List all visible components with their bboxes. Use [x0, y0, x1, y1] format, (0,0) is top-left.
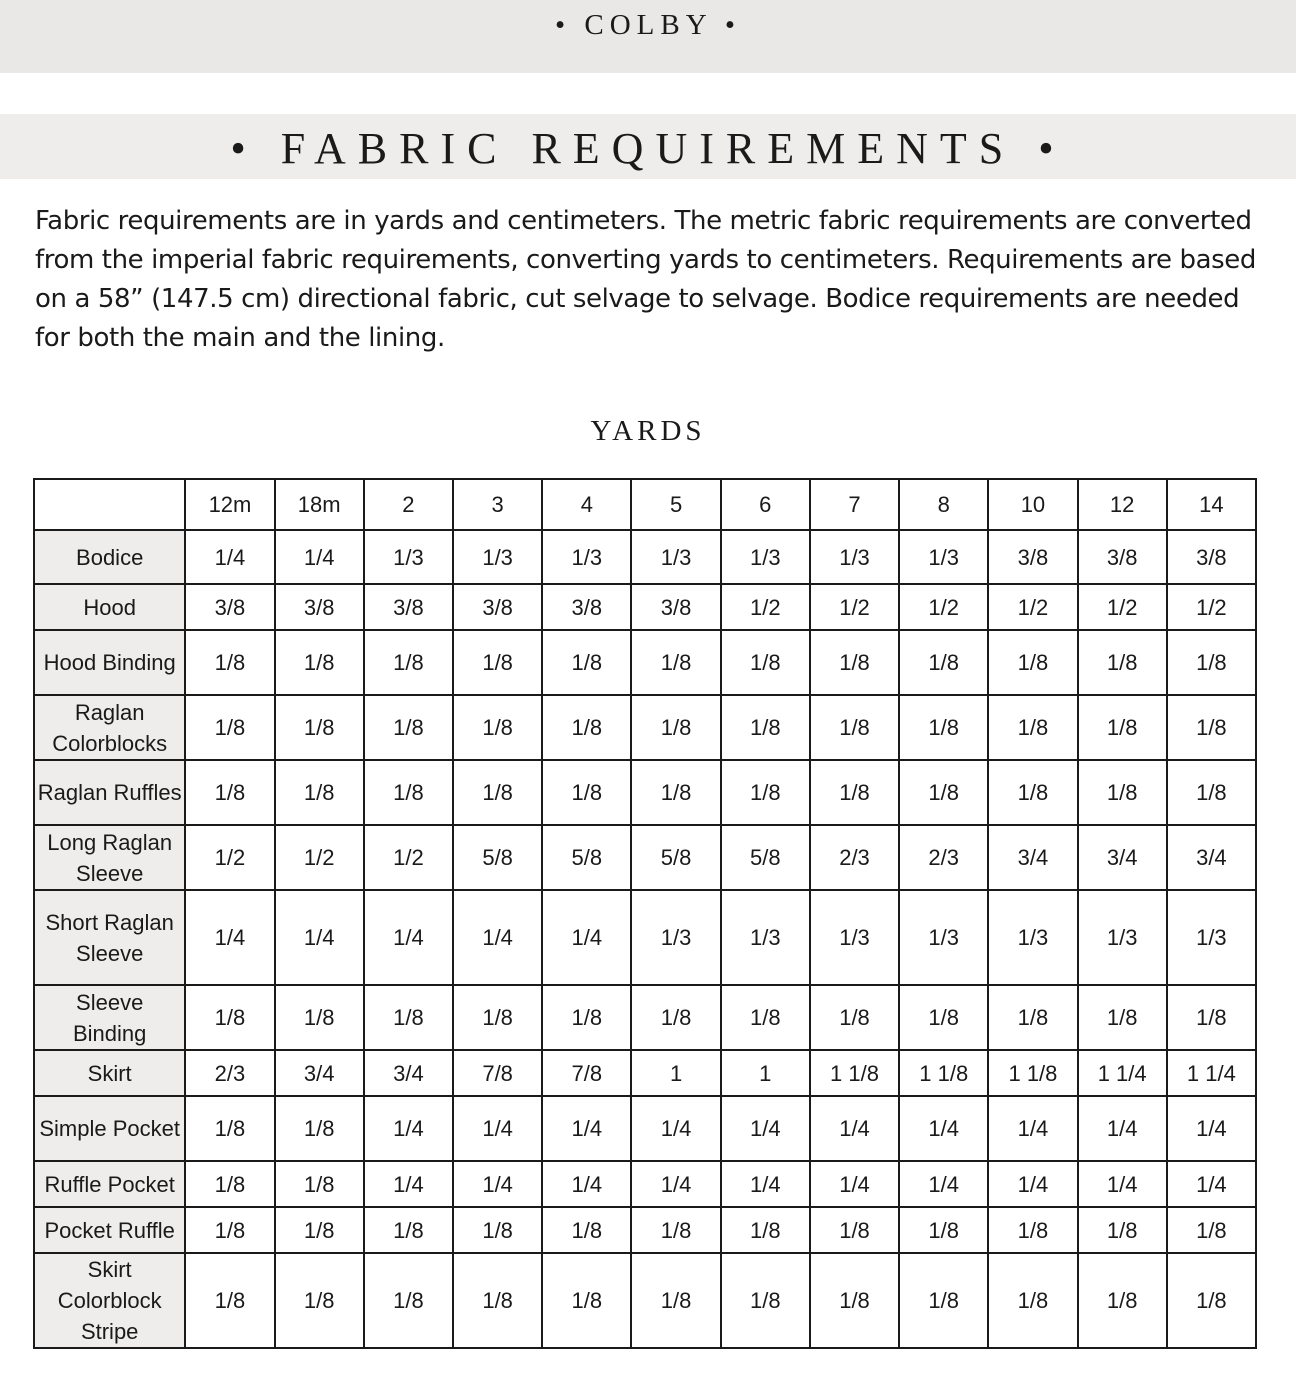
table-cell: 5/8 [631, 825, 720, 890]
table-cell: 1/8 [721, 985, 810, 1050]
table-cell: 3/8 [275, 584, 364, 630]
table-cell: 1/4 [275, 890, 364, 985]
header-band [0, 0, 1296, 73]
table-cell: 1/8 [1167, 760, 1256, 825]
table-cell: 1/4 [1167, 1161, 1256, 1207]
table-cell: 2/3 [899, 825, 988, 890]
table-row [34, 890, 1256, 985]
size-header: 5 [631, 479, 720, 530]
table-cell: 3/4 [275, 1050, 364, 1096]
row-label: Hood Binding [34, 630, 185, 695]
size-header: 6 [721, 479, 810, 530]
table-cell: 1/4 [453, 890, 542, 985]
table-cell: 1/2 [364, 825, 453, 890]
row-label: Skirt Colorblock Stripe [34, 1253, 185, 1348]
table-cell: 1/3 [631, 530, 720, 584]
table-cell: 1/8 [810, 695, 899, 760]
table-cell: 1/8 [631, 1253, 720, 1348]
row-label: Short Raglan Sleeve [34, 890, 185, 985]
table-row [34, 760, 1256, 825]
table-row [34, 1096, 1256, 1161]
table-cell: 1/8 [1167, 1207, 1256, 1253]
table-cell: 1/4 [631, 1161, 720, 1207]
table-cell: 1/8 [988, 760, 1077, 825]
table-cell: 1/4 [721, 1161, 810, 1207]
table-cell: 1/8 [899, 760, 988, 825]
table-cell: 1/8 [453, 1253, 542, 1348]
table-cell: 2/3 [185, 1050, 274, 1096]
table-cell: 1/8 [542, 760, 631, 825]
size-header-row [34, 479, 1256, 530]
table-cell: 1/8 [1167, 985, 1256, 1050]
table-cell: 1/3 [453, 530, 542, 584]
table-cell: 1/2 [1167, 584, 1256, 630]
table-cell: 1/8 [810, 630, 899, 695]
table-cell: 1/8 [721, 1253, 810, 1348]
table-cell: 1/8 [275, 1161, 364, 1207]
table-cell: 1/8 [1167, 630, 1256, 695]
table-cell: 1/8 [542, 630, 631, 695]
table-cell: 1/3 [810, 890, 899, 985]
table-cell: 1/8 [631, 1207, 720, 1253]
table-cell: 3/8 [364, 584, 453, 630]
table-cell: 1/3 [1078, 890, 1167, 985]
table-cell: 1/8 [1167, 695, 1256, 760]
table-cell: 1/8 [899, 1207, 988, 1253]
row-label: Long Raglan Sleeve [34, 825, 185, 890]
table-cell: 1/4 [453, 1161, 542, 1207]
table-cell: 1/8 [721, 695, 810, 760]
size-header: 7 [810, 479, 899, 530]
corner-cell [34, 479, 185, 530]
table-cell: 1/8 [364, 1207, 453, 1253]
table-cell: 1/4 [810, 1161, 899, 1207]
table-cell: 3/8 [453, 584, 542, 630]
table-cell: 1/8 [1078, 1207, 1167, 1253]
table-cell: 1/2 [1078, 584, 1167, 630]
table-cell: 1/8 [988, 1207, 1077, 1253]
table-cell: 1/8 [275, 1207, 364, 1253]
table-cell: 1/8 [1078, 695, 1167, 760]
page-title: • FABRIC REQUIREMENTS • [230, 124, 1066, 173]
table-cell: 1/4 [542, 1161, 631, 1207]
table-cell: 3/4 [988, 825, 1077, 890]
table-title: YARDS [590, 415, 706, 447]
table-cell: 1/8 [1078, 630, 1167, 695]
table-cell: 1/3 [899, 530, 988, 584]
table-cell: 1/4 [185, 890, 274, 985]
row-label: Raglan Colorblocks [34, 695, 185, 760]
size-header: 18m [275, 479, 364, 530]
table-row [34, 695, 1256, 760]
table-cell: 1/8 [185, 760, 274, 825]
table-cell: 1/3 [721, 890, 810, 985]
table-cell: 1/8 [810, 985, 899, 1050]
row-label: Skirt [34, 1050, 185, 1096]
table-cell: 1/4 [364, 1096, 453, 1161]
table-row [34, 1207, 1256, 1253]
table-cell: 1/8 [631, 630, 720, 695]
table-cell: 1/8 [899, 695, 988, 760]
table-row [34, 1161, 1256, 1207]
table-cell: 1/4 [1167, 1096, 1256, 1161]
row-label: Raglan Ruffles [34, 760, 185, 825]
table-cell: 1 1/4 [1167, 1050, 1256, 1096]
table-cell: 1/8 [1078, 760, 1167, 825]
table-cell: 1/8 [988, 695, 1077, 760]
table-cell: 1/8 [721, 1207, 810, 1253]
table-cell: 1/8 [453, 630, 542, 695]
table-cell: 1/8 [275, 1253, 364, 1348]
table-row [34, 1253, 1256, 1348]
table-cell: 1/8 [185, 1253, 274, 1348]
table-cell: 1/4 [453, 1096, 542, 1161]
table-cell: 1/3 [364, 530, 453, 584]
table-cell: 1/8 [275, 630, 364, 695]
table-cell: 1/4 [631, 1096, 720, 1161]
table-cell: 5/8 [542, 825, 631, 890]
table-cell: 1/3 [810, 530, 899, 584]
table-body [34, 530, 1256, 1348]
size-header: 8 [899, 479, 988, 530]
table-cell: 1/8 [631, 760, 720, 825]
size-header: 10 [988, 479, 1077, 530]
table-cell: 1/8 [185, 1096, 274, 1161]
table-cell: 1/8 [810, 760, 899, 825]
table-cell: 1/8 [542, 1207, 631, 1253]
table-cell: 1/4 [810, 1096, 899, 1161]
table-cell: 1/8 [721, 630, 810, 695]
table-cell: 1 [631, 1050, 720, 1096]
table-cell: 3/8 [185, 584, 274, 630]
table-cell: 1/8 [631, 985, 720, 1050]
table-cell: 1/2 [810, 584, 899, 630]
table-cell: 1/8 [275, 1096, 364, 1161]
table-cell: 1/3 [631, 890, 720, 985]
table-cell: 1/3 [721, 530, 810, 584]
brand-title: • COLBY • [554, 9, 741, 41]
table-cell: 1/8 [1078, 985, 1167, 1050]
table-cell: 1 1/4 [1078, 1050, 1167, 1096]
table-cell: 1/8 [275, 760, 364, 825]
table-cell: 5/8 [721, 825, 810, 890]
size-header: 2 [364, 479, 453, 530]
table-cell: 1/8 [899, 1253, 988, 1348]
row-label: Ruffle Pocket [34, 1161, 185, 1207]
table-cell: 1/4 [988, 1161, 1077, 1207]
table-cell: 1/4 [364, 1161, 453, 1207]
fabric-requirements-table [33, 478, 1257, 1349]
table-row [34, 584, 1256, 630]
table-cell: 1/3 [988, 890, 1077, 985]
table-cell: 1/2 [899, 584, 988, 630]
table-cell: 1/8 [185, 1207, 274, 1253]
table-cell: 1/8 [988, 630, 1077, 695]
row-label: Bodice [34, 530, 185, 584]
table-cell: 1/2 [275, 825, 364, 890]
size-header: 3 [453, 479, 542, 530]
intro-paragraph: Fabric requirements are in yards and centimeters. The metric fabric requirements are converted from the imperial fabric requirements, converting yards to centimeters. Requirements are based on a 58” (147.5 cm) directional fabric, cut selvage to selvage. Bodice requirements are needed for both the main and the lining. [35, 206, 1256, 353]
table-cell: 3/4 [1078, 825, 1167, 890]
table-cell: 1/4 [721, 1096, 810, 1161]
table-cell: 1/8 [453, 1207, 542, 1253]
table-cell: 1/8 [899, 985, 988, 1050]
table-cell: 3/8 [1078, 530, 1167, 584]
table-cell: 3/8 [542, 584, 631, 630]
table-cell: 1/8 [542, 985, 631, 1050]
size-header: 12m [185, 479, 274, 530]
table-cell: 1/8 [988, 1253, 1077, 1348]
table-cell: 1/8 [364, 760, 453, 825]
table-cell: 1/3 [899, 890, 988, 985]
size-header: 4 [542, 479, 631, 530]
table-cell: 1/8 [631, 695, 720, 760]
table-cell: 1/8 [899, 630, 988, 695]
table-cell: 7/8 [542, 1050, 631, 1096]
table-cell: 1/8 [1167, 1253, 1256, 1348]
table-cell: 5/8 [453, 825, 542, 890]
table-cell: 1/8 [364, 695, 453, 760]
table-cell: 1/4 [988, 1096, 1077, 1161]
row-label: Pocket Ruffle [34, 1207, 185, 1253]
table-cell: 1/4 [275, 530, 364, 584]
table-cell: 1/2 [988, 584, 1077, 630]
table-cell: 1/8 [1078, 1253, 1167, 1348]
table-row [34, 530, 1256, 584]
table-cell: 1/8 [364, 985, 453, 1050]
table-cell: 1/8 [364, 630, 453, 695]
table-cell: 1 1/8 [810, 1050, 899, 1096]
table-cell: 1 1/8 [988, 1050, 1077, 1096]
table-row [34, 985, 1256, 1050]
table-cell: 1/8 [275, 985, 364, 1050]
table-cell: 1/8 [721, 760, 810, 825]
size-header: 12 [1078, 479, 1167, 530]
table-cell: 1/4 [1078, 1096, 1167, 1161]
size-header: 14 [1167, 479, 1256, 530]
table-cell: 1/8 [810, 1207, 899, 1253]
row-label: Sleeve Binding [34, 985, 185, 1050]
table-cell: 1/8 [185, 630, 274, 695]
table-cell: 1/8 [810, 1253, 899, 1348]
table-cell: 1/8 [988, 985, 1077, 1050]
table-cell: 3/8 [1167, 530, 1256, 584]
table-cell: 1/4 [1078, 1161, 1167, 1207]
table-cell: 3/4 [1167, 825, 1256, 890]
table-cell: 1/4 [542, 1096, 631, 1161]
table-cell: 1/8 [275, 695, 364, 760]
table-cell: 3/8 [988, 530, 1077, 584]
table-cell: 1/4 [364, 890, 453, 985]
table-cell: 1 1/8 [899, 1050, 988, 1096]
section-title-band [0, 114, 1296, 179]
table-cell: 1/4 [899, 1096, 988, 1161]
table-cell: 1/8 [185, 695, 274, 760]
table-cell: 3/4 [364, 1050, 453, 1096]
table-cell: 1/8 [185, 1161, 274, 1207]
table-cell: 1/2 [185, 825, 274, 890]
table-cell: 1/8 [542, 1253, 631, 1348]
table-cell: 1/8 [542, 695, 631, 760]
row-label: Simple Pocket [34, 1096, 185, 1161]
table-cell: 1/4 [185, 530, 274, 584]
table-cell: 1 [721, 1050, 810, 1096]
table-cell: 1/3 [542, 530, 631, 584]
table-cell: 1/4 [899, 1161, 988, 1207]
table-cell: 1/2 [721, 584, 810, 630]
table-cell: 1/8 [453, 695, 542, 760]
table-row [34, 1050, 1256, 1096]
table-cell: 1/8 [364, 1253, 453, 1348]
table-cell: 1/8 [453, 985, 542, 1050]
table-cell: 1/8 [185, 985, 274, 1050]
table-cell: 1/3 [1167, 890, 1256, 985]
table-row [34, 825, 1256, 890]
table-cell: 1/8 [453, 760, 542, 825]
table-cell: 7/8 [453, 1050, 542, 1096]
table-row [34, 630, 1256, 695]
row-label: Hood [34, 584, 185, 630]
table-cell: 1/4 [542, 890, 631, 985]
table-cell: 3/8 [631, 584, 720, 630]
table-cell: 2/3 [810, 825, 899, 890]
